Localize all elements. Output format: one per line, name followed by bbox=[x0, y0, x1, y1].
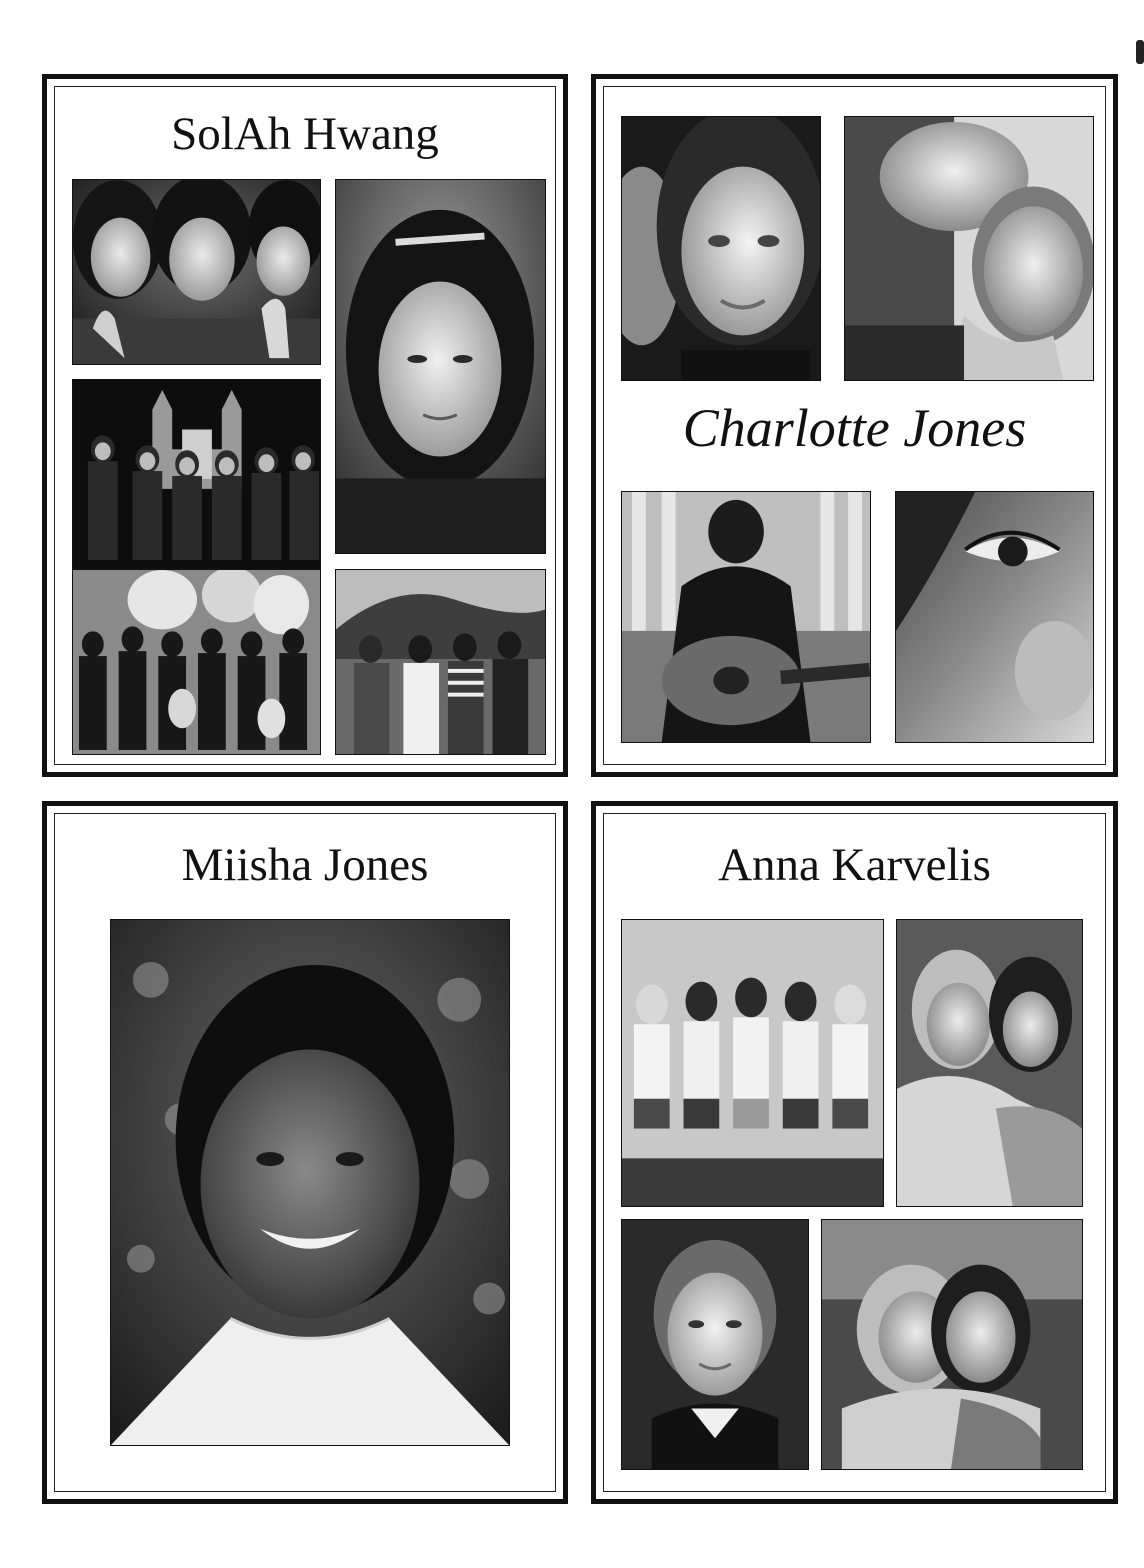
panel-charlotte-jones bbox=[591, 74, 1118, 777]
photo-anna-kiss bbox=[821, 1219, 1083, 1470]
photo-miisha-portrait bbox=[110, 919, 510, 1446]
scan-mark bbox=[1136, 40, 1144, 64]
panel-miisha-jones bbox=[42, 801, 568, 1504]
photo-family-outdoors bbox=[335, 569, 546, 755]
photo-charlotte-kiss bbox=[844, 116, 1094, 381]
student-name: Miisha Jones bbox=[181, 839, 429, 891]
photo-solah-portrait bbox=[335, 179, 546, 554]
photo-charlotte-selfie bbox=[621, 116, 821, 381]
photo-castle-group bbox=[72, 379, 321, 569]
panel-solah-hwang bbox=[42, 74, 568, 777]
panel-anna-karvelis bbox=[591, 801, 1118, 1504]
photo-charlotte-eye-closeup bbox=[895, 491, 1094, 743]
student-name: SolAh Hwang bbox=[171, 108, 439, 160]
student-name: Anna Karvelis bbox=[718, 839, 991, 891]
photo-anna-hug bbox=[896, 919, 1083, 1207]
photo-anna-portrait bbox=[621, 1219, 809, 1470]
photo-seniors-group bbox=[621, 919, 884, 1207]
photo-charlotte-guitar bbox=[621, 491, 871, 743]
photo-theme-park-group bbox=[72, 569, 321, 755]
student-name: Charlotte Jones bbox=[682, 398, 1027, 458]
photo-friends-selfie bbox=[72, 179, 321, 365]
